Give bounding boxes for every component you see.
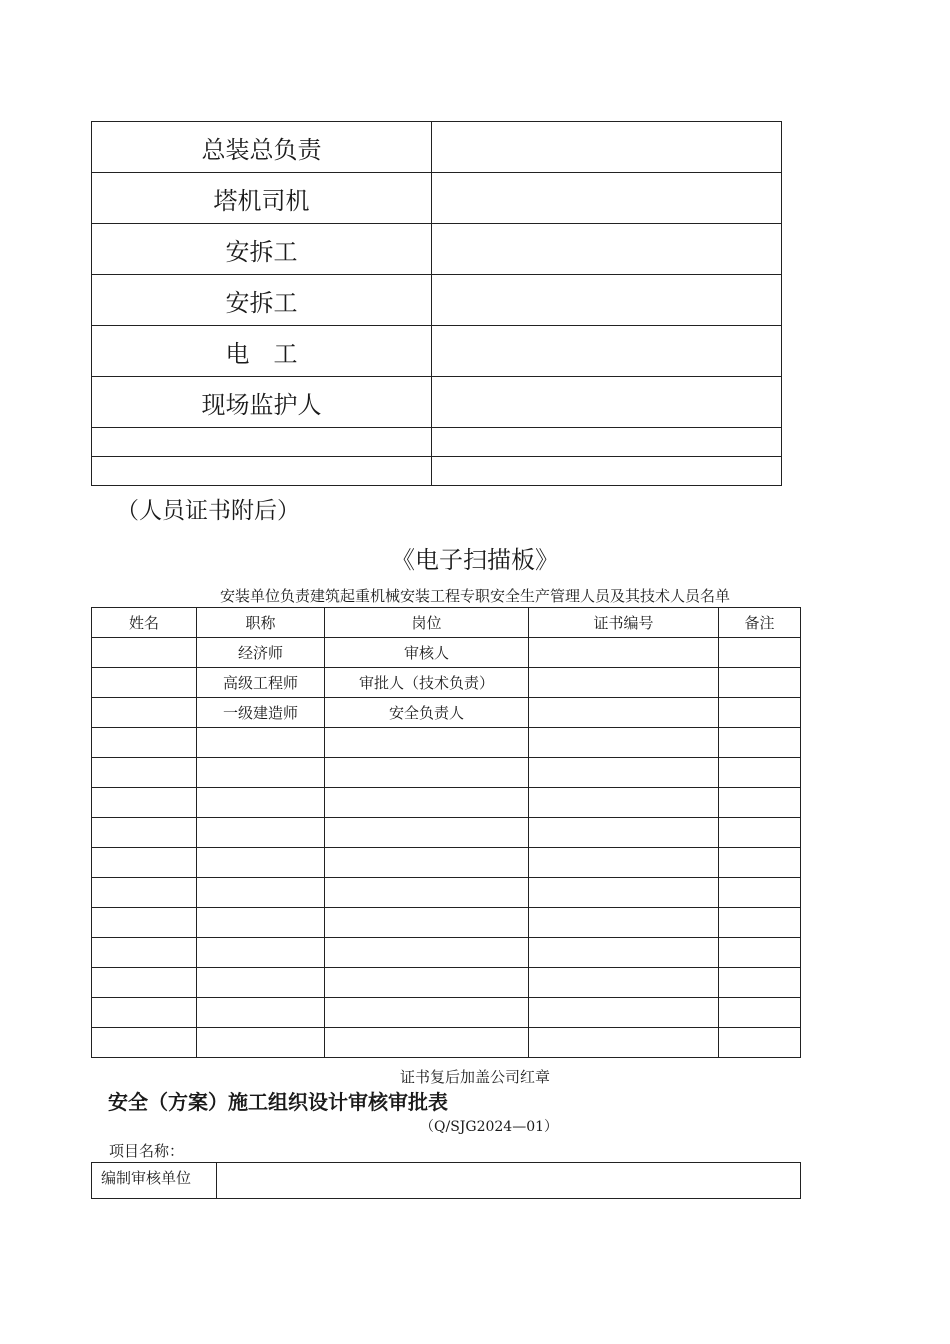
table-row <box>92 457 782 486</box>
table-row <box>92 377 782 428</box>
roster-table <box>91 121 782 486</box>
name-cell <box>432 275 782 326</box>
cell-position <box>325 728 529 758</box>
form-code: （Q/SJG2024—01） <box>420 1119 559 1135</box>
cell-title <box>197 848 325 878</box>
cell-certificate <box>529 758 719 788</box>
cell-title <box>197 968 325 998</box>
name-cell <box>432 326 782 377</box>
cell-position <box>325 968 529 998</box>
cell-remarks <box>719 728 801 758</box>
cell-name <box>92 698 197 728</box>
table-row <box>92 638 801 668</box>
cell-remarks <box>719 848 801 878</box>
unit-table <box>91 1162 801 1199</box>
cell-title: 经济师 <box>197 638 325 668</box>
cell-position <box>325 878 529 908</box>
cell-position <box>325 1028 529 1058</box>
cell-position <box>325 818 529 848</box>
cell-certificate <box>529 938 719 968</box>
cell-remarks <box>719 758 801 788</box>
cell-remarks <box>719 818 801 848</box>
cell-title <box>197 728 325 758</box>
role-cell: 现场监护人 <box>92 377 432 428</box>
cell-position <box>325 908 529 938</box>
unit-label: 编制审核单位 <box>92 1163 217 1199</box>
role-cell: 总装总负责 <box>92 122 432 173</box>
table-row <box>92 998 801 1028</box>
cell-certificate <box>529 788 719 818</box>
cell-name <box>92 638 197 668</box>
table-row <box>92 173 782 224</box>
cell-position <box>325 758 529 788</box>
table-row <box>92 938 801 968</box>
cell-certificate <box>529 998 719 1028</box>
cell-name <box>92 788 197 818</box>
cell-title <box>197 878 325 908</box>
cell-title <box>197 998 325 1028</box>
name-cell <box>432 173 782 224</box>
certificate-note: （人员证书附后） <box>116 498 300 524</box>
cell-remarks <box>719 638 801 668</box>
cell-certificate <box>529 848 719 878</box>
form-title: 安全（方案）施工组织设计审核审批表 <box>108 1090 448 1114</box>
cell-position: 安全负责人 <box>325 698 529 728</box>
name-cell <box>432 428 782 457</box>
role-cell <box>92 428 432 457</box>
table-row <box>92 668 801 698</box>
cell-certificate <box>529 818 719 848</box>
stamp-note: 证书复后加盖公司红章 <box>399 1068 550 1086</box>
cell-name <box>92 968 197 998</box>
cell-certificate <box>529 668 719 698</box>
header-name: 姓名 <box>92 608 197 638</box>
table-row <box>92 122 782 173</box>
cell-remarks <box>719 908 801 938</box>
cell-certificate <box>529 1028 719 1058</box>
cell-title <box>197 908 325 938</box>
cell-remarks <box>719 998 801 1028</box>
header-row <box>92 608 801 638</box>
table-row <box>92 326 782 377</box>
header-position: 岗位 <box>325 608 529 638</box>
cell-remarks <box>719 1028 801 1058</box>
cell-remarks <box>719 788 801 818</box>
header-certificate: 证书编号 <box>529 608 719 638</box>
cell-remarks <box>719 878 801 908</box>
cell-title: 高级工程师 <box>197 668 325 698</box>
table-row <box>92 224 782 275</box>
table-row <box>92 428 782 457</box>
header-remarks: 备注 <box>719 608 801 638</box>
cell-name <box>92 668 197 698</box>
table-row <box>92 788 801 818</box>
cell-title <box>197 788 325 818</box>
unit-value <box>217 1163 801 1199</box>
cell-remarks <box>719 698 801 728</box>
table-row <box>92 698 801 728</box>
cell-title <box>197 758 325 788</box>
cell-certificate <box>529 728 719 758</box>
cell-position <box>325 848 529 878</box>
table-row <box>92 848 801 878</box>
cell-title <box>197 1028 325 1058</box>
cell-position <box>325 998 529 1028</box>
cell-name <box>92 1028 197 1058</box>
cell-position <box>325 938 529 968</box>
table-row <box>92 275 782 326</box>
staff-caption: 安装单位负责建筑起重机械安装工程专职安全生产管理人员及其技术人员名单 <box>219 587 730 605</box>
cell-position: 审核人 <box>325 638 529 668</box>
cell-name <box>92 878 197 908</box>
role-cell: 安拆工 <box>92 224 432 275</box>
cell-name <box>92 938 197 968</box>
cell-title: 一级建造师 <box>197 698 325 728</box>
table-row <box>92 1028 801 1058</box>
header-title: 职称 <box>197 608 325 638</box>
name-cell <box>432 457 782 486</box>
cell-position: 审批人（技术负责） <box>325 668 529 698</box>
role-cell: 电 工 <box>92 326 432 377</box>
table-row <box>92 758 801 788</box>
cell-certificate <box>529 968 719 998</box>
table-row <box>92 728 801 758</box>
cell-certificate <box>529 638 719 668</box>
cell-remarks <box>719 938 801 968</box>
cell-position <box>325 788 529 818</box>
cell-title <box>197 818 325 848</box>
staff-table <box>91 607 801 1058</box>
scan-title: 《电子扫描板》 <box>391 546 559 574</box>
cell-name <box>92 998 197 1028</box>
table-row <box>92 968 801 998</box>
table-row <box>92 878 801 908</box>
cell-title <box>197 938 325 968</box>
project-name-label: 项目名称： <box>109 1142 185 1160</box>
name-cell <box>432 377 782 428</box>
cell-name <box>92 908 197 938</box>
cell-name <box>92 728 197 758</box>
table-row <box>92 818 801 848</box>
cell-certificate <box>529 878 719 908</box>
cell-name <box>92 848 197 878</box>
table-row <box>92 908 801 938</box>
cell-certificate <box>529 908 719 938</box>
cell-name <box>92 758 197 788</box>
role-cell: 安拆工 <box>92 275 432 326</box>
cell-remarks <box>719 968 801 998</box>
cell-certificate <box>529 698 719 728</box>
table-row <box>92 1163 801 1199</box>
name-cell <box>432 122 782 173</box>
role-cell <box>92 457 432 486</box>
cell-remarks <box>719 668 801 698</box>
name-cell <box>432 224 782 275</box>
role-cell: 塔机司机 <box>92 173 432 224</box>
cell-name <box>92 818 197 848</box>
